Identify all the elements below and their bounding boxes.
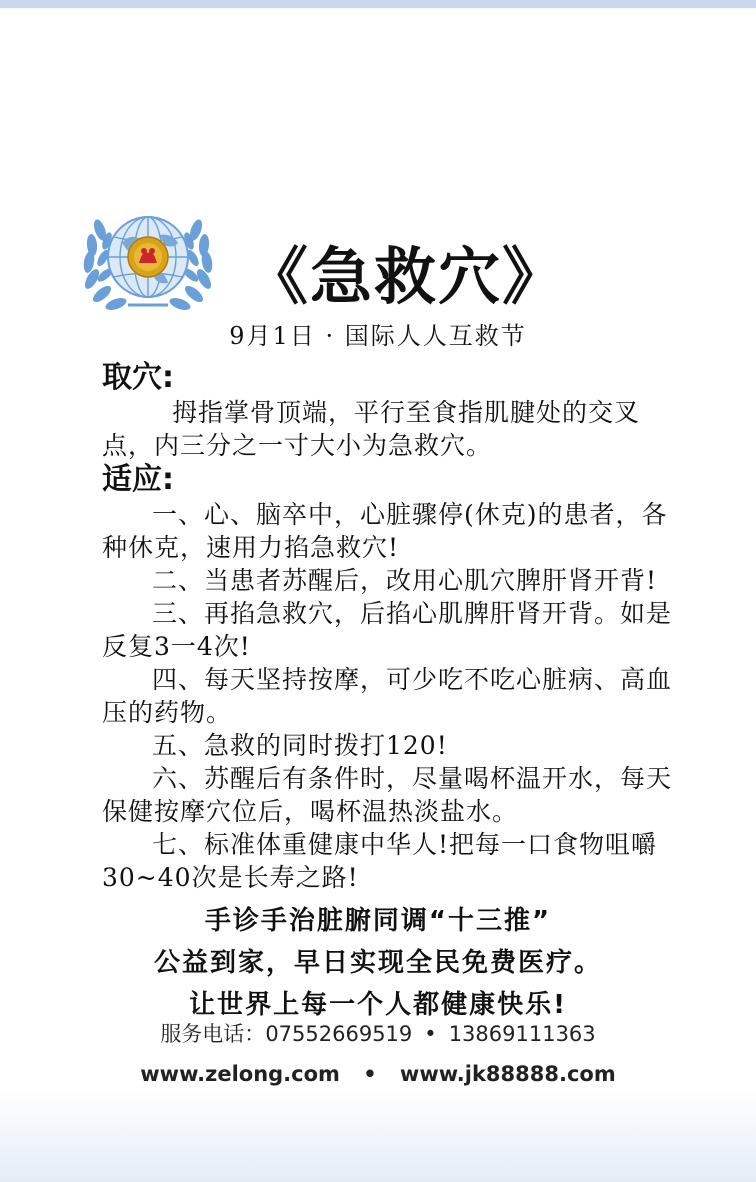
paragraph: 三、再掐急救穴，后掐心肌脾肝肾开背。如是反复3一4次! — [102, 599, 673, 661]
top-bar — [0, 0, 756, 8]
website-link[interactable]: www.jk88888.com — [399, 1062, 616, 1086]
header — [78, 205, 698, 315]
contact-line — [0, 1018, 756, 1048]
paragraph: 二、当患者苏醒后，改用心肌穴脾肝肾开背! — [152, 566, 658, 595]
paragraph: 七、标准体重健康中华人!把每一口食物咀嚼30~40次是长寿之路! — [102, 830, 658, 892]
bullet-separator: • — [363, 1062, 377, 1086]
slogan-line: 公益到家，早日实现全民免费医疗。 — [153, 948, 602, 978]
section-heading-indications: 适应: — [102, 462, 174, 497]
slogan-line: 让世界上每一个人都健康快乐! — [189, 990, 567, 1020]
paragraph: 四、每天坚持按摩，可少吃不吃心脏病、高血压的药物。 — [102, 665, 673, 727]
page-title: 《急救穴》 — [246, 240, 567, 313]
phone-number: 07552669519 — [265, 1022, 413, 1046]
subtitle: 9月1日 · 国际人人互救节 — [229, 322, 527, 350]
section-heading-location: 取穴: — [102, 360, 174, 395]
content — [102, 360, 682, 894]
website-line — [0, 1062, 756, 1086]
paragraph: 六、苏醒后有条件时，尽量喝杯温开水，每天保健按摩穴位后，喝杯温热淡盐水。 — [102, 764, 673, 826]
slogan-line: 手诊手治脏腑同调“十三推” — [204, 906, 552, 936]
phone-number: 13869111363 — [448, 1022, 596, 1046]
phone-label: 服务电话： — [160, 1022, 266, 1046]
laurel-globe-emblem-icon — [78, 205, 218, 320]
bullet-separator: • — [424, 1022, 437, 1046]
paragraph: 五、急救的同时拨打120! — [152, 731, 448, 760]
paragraph: 拇指掌骨顶端，平行至食指肌腱处的交叉点，内三分之一寸大小为急救穴。 — [102, 398, 641, 460]
website-link[interactable]: www.zelong.com — [140, 1062, 340, 1086]
slogans — [0, 900, 756, 1026]
paragraph: 一、心、脑卒中，心脏骤停(休克)的患者，各种休克，速用力掐急救穴! — [102, 500, 668, 562]
